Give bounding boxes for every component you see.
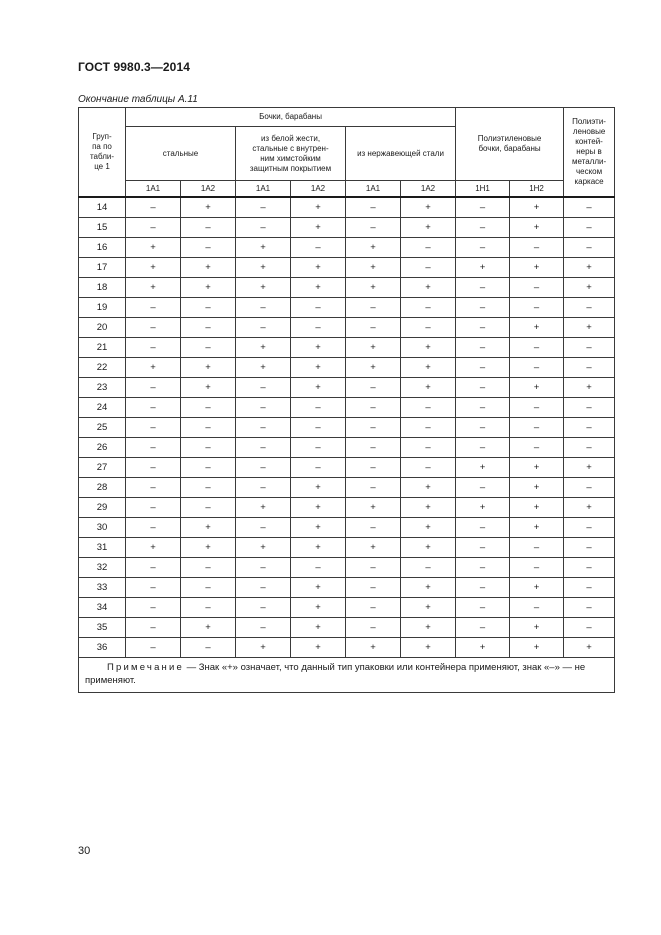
group-number-cell: 27 (79, 458, 126, 478)
value-cell: – (564, 558, 615, 578)
code-cell: 1А2 (181, 181, 236, 198)
containers-header: Полиэти- леновые контей- неры в металли- ческом каркасе (564, 108, 615, 198)
value-cell: + (564, 318, 615, 338)
value-cell: – (346, 438, 401, 458)
document-header: ГОСТ 9980.3—2014 (78, 60, 191, 74)
page-number: 30 (78, 845, 91, 857)
value-cell: + (564, 258, 615, 278)
value-cell: – (564, 418, 615, 438)
value-cell: + (236, 258, 291, 278)
group-number-cell: 31 (79, 538, 126, 558)
value-cell: – (181, 558, 236, 578)
value-cell: – (456, 418, 510, 438)
value-cell: – (126, 197, 181, 218)
table-row (79, 398, 615, 418)
value-cell: – (456, 518, 510, 538)
value-cell: – (564, 197, 615, 218)
value-cell: – (126, 558, 181, 578)
value-cell: – (236, 598, 291, 618)
table-row (79, 258, 615, 278)
table-row (79, 418, 615, 438)
value-cell: + (401, 618, 456, 638)
group-number-cell: 16 (79, 238, 126, 258)
value-cell: – (181, 478, 236, 498)
table-row (79, 197, 615, 218)
value-cell: – (181, 578, 236, 598)
value-cell: – (456, 318, 510, 338)
group-header: Груп- па по табли- це 1 (79, 108, 126, 198)
value-cell: + (401, 378, 456, 398)
value-cell: – (181, 398, 236, 418)
value-cell: – (181, 318, 236, 338)
value-cell: – (126, 638, 181, 658)
group-number-cell: 20 (79, 318, 126, 338)
value-cell: + (401, 598, 456, 618)
value-cell: – (346, 598, 401, 618)
table-header (79, 108, 615, 198)
value-cell: – (456, 398, 510, 418)
value-cell: – (456, 197, 510, 218)
value-cell: – (456, 278, 510, 298)
group-number-cell: 26 (79, 438, 126, 458)
value-cell: – (346, 458, 401, 478)
steel-header: стальные (126, 127, 236, 181)
value-cell: + (126, 258, 181, 278)
value-cell: + (510, 638, 564, 658)
value-cell: – (564, 218, 615, 238)
barrels-header: Бочки, барабаны (126, 108, 456, 127)
value-cell: + (291, 278, 346, 298)
group-number-cell: 30 (79, 518, 126, 538)
value-cell: + (346, 278, 401, 298)
value-cell: + (181, 618, 236, 638)
table-row (79, 558, 615, 578)
group-number-cell: 18 (79, 278, 126, 298)
value-cell: – (564, 238, 615, 258)
group-number-cell: 24 (79, 398, 126, 418)
group-number-cell: 17 (79, 258, 126, 278)
group-number-cell: 14 (79, 197, 126, 218)
group-number-cell: 29 (79, 498, 126, 518)
value-cell: + (291, 578, 346, 598)
value-cell: – (346, 518, 401, 538)
value-cell: – (564, 618, 615, 638)
value-cell: – (564, 538, 615, 558)
value-cell: + (126, 278, 181, 298)
value-cell: + (346, 238, 401, 258)
value-cell: – (564, 518, 615, 538)
value-cell: + (291, 197, 346, 218)
value-cell: – (564, 598, 615, 618)
value-cell: – (564, 298, 615, 318)
group-number-cell: 34 (79, 598, 126, 618)
value-cell: + (401, 638, 456, 658)
value-cell: – (564, 478, 615, 498)
value-cell: + (401, 498, 456, 518)
value-cell: + (401, 578, 456, 598)
table-row (79, 458, 615, 478)
value-cell: + (291, 338, 346, 358)
value-cell: – (126, 318, 181, 338)
value-cell: – (564, 338, 615, 358)
table-row (79, 478, 615, 498)
value-cell: – (456, 238, 510, 258)
value-cell: – (346, 478, 401, 498)
code-cell: 1А1 (236, 181, 291, 198)
value-cell: – (181, 218, 236, 238)
value-cell: – (126, 378, 181, 398)
value-cell: – (510, 398, 564, 418)
value-cell: + (291, 358, 346, 378)
value-cell: – (456, 218, 510, 238)
value-cell: + (291, 258, 346, 278)
value-cell: – (291, 558, 346, 578)
value-cell: + (401, 218, 456, 238)
value-cell: + (181, 378, 236, 398)
value-cell: – (181, 418, 236, 438)
value-cell: – (236, 318, 291, 338)
group-number-cell: 25 (79, 418, 126, 438)
value-cell: – (456, 438, 510, 458)
value-cell: – (346, 318, 401, 338)
code-cell: 1Н1 (456, 181, 510, 198)
value-cell: – (346, 418, 401, 438)
value-cell: + (346, 338, 401, 358)
code-cell: 1Н2 (510, 181, 564, 198)
value-cell: + (510, 498, 564, 518)
value-cell: + (510, 518, 564, 538)
value-cell: + (346, 538, 401, 558)
table-row (79, 618, 615, 638)
value-cell: + (510, 258, 564, 278)
value-cell: – (401, 438, 456, 458)
value-cell: – (236, 418, 291, 438)
value-cell: – (510, 558, 564, 578)
table-row (79, 358, 615, 378)
value-cell: – (456, 618, 510, 638)
table-caption: Окончание таблицы А.11 (78, 94, 198, 105)
group-number-cell: 21 (79, 338, 126, 358)
value-cell: + (401, 538, 456, 558)
value-cell: – (236, 618, 291, 638)
value-cell: + (510, 378, 564, 398)
group-number-cell: 33 (79, 578, 126, 598)
table-row (79, 238, 615, 258)
group-number-cell: 23 (79, 378, 126, 398)
value-cell: – (564, 438, 615, 458)
value-cell: – (236, 298, 291, 318)
value-cell: + (346, 498, 401, 518)
value-cell: + (564, 378, 615, 398)
value-cell: – (236, 558, 291, 578)
value-cell: – (401, 318, 456, 338)
value-cell: + (236, 498, 291, 518)
value-cell: – (401, 398, 456, 418)
value-cell: – (291, 318, 346, 338)
value-cell: – (346, 558, 401, 578)
value-cell: – (510, 358, 564, 378)
table-row (79, 438, 615, 458)
value-cell: – (346, 398, 401, 418)
value-cell: – (510, 418, 564, 438)
value-cell: – (236, 378, 291, 398)
value-cell: – (126, 338, 181, 358)
value-cell: + (510, 618, 564, 638)
value-cell: – (236, 197, 291, 218)
value-cell: – (291, 298, 346, 318)
value-cell: + (291, 218, 346, 238)
value-cell: – (181, 458, 236, 478)
group-number-cell: 28 (79, 478, 126, 498)
value-cell: – (346, 578, 401, 598)
value-cell: + (181, 358, 236, 378)
value-cell: + (564, 278, 615, 298)
value-cell: + (236, 638, 291, 658)
value-cell: – (126, 478, 181, 498)
value-cell: – (181, 238, 236, 258)
value-cell: + (181, 278, 236, 298)
table-row (79, 278, 615, 298)
value-cell: + (456, 258, 510, 278)
value-cell: – (510, 598, 564, 618)
table-row (79, 518, 615, 538)
value-cell: + (510, 578, 564, 598)
value-cell: + (456, 458, 510, 478)
value-cell: – (236, 438, 291, 458)
value-cell: + (291, 518, 346, 538)
note-label: Примечание (107, 662, 184, 673)
value-cell: + (181, 258, 236, 278)
value-cell: + (346, 258, 401, 278)
value-cell: – (510, 298, 564, 318)
value-cell: – (456, 578, 510, 598)
value-cell: + (291, 598, 346, 618)
value-cell: – (126, 438, 181, 458)
value-cell: + (401, 478, 456, 498)
value-cell: + (126, 238, 181, 258)
value-cell: + (291, 638, 346, 658)
value-cell: – (564, 358, 615, 378)
value-cell: + (291, 498, 346, 518)
value-cell: – (181, 498, 236, 518)
table-row (79, 218, 615, 238)
value-cell: – (401, 458, 456, 478)
group-number-cell: 35 (79, 618, 126, 638)
value-cell: + (510, 318, 564, 338)
value-cell: – (126, 498, 181, 518)
tinplate-header: из белой жести, стальные с внутрен- ним химстойким защитным покрытием (236, 127, 346, 181)
value-cell: – (401, 558, 456, 578)
value-cell: + (236, 538, 291, 558)
value-cell: – (456, 478, 510, 498)
value-cell: + (510, 458, 564, 478)
value-cell: – (401, 238, 456, 258)
code-cell: 1А1 (126, 181, 181, 198)
value-cell: – (564, 578, 615, 598)
value-cell: – (291, 438, 346, 458)
group-number-cell: 36 (79, 638, 126, 658)
value-cell: + (291, 618, 346, 638)
value-cell: – (510, 238, 564, 258)
value-cell: – (401, 258, 456, 278)
value-cell: – (126, 418, 181, 438)
value-cell: – (236, 398, 291, 418)
value-cell: + (564, 638, 615, 658)
value-cell: – (126, 618, 181, 638)
value-cell: + (291, 378, 346, 398)
value-cell: – (236, 518, 291, 538)
code-row (79, 181, 615, 198)
value-cell: + (564, 458, 615, 478)
code-cell: 1А2 (291, 181, 346, 198)
value-cell: – (456, 598, 510, 618)
value-cell: + (401, 358, 456, 378)
value-cell: + (401, 278, 456, 298)
value-cell: – (236, 478, 291, 498)
value-cell: – (510, 278, 564, 298)
value-cell: + (510, 197, 564, 218)
value-cell: – (126, 458, 181, 478)
value-cell: – (181, 338, 236, 358)
value-cell: – (456, 298, 510, 318)
stainless-header: из нержавеющей стали (346, 127, 456, 181)
value-cell: – (291, 398, 346, 418)
table-row (79, 498, 615, 518)
value-cell: – (346, 298, 401, 318)
code-cell: 1А1 (346, 181, 401, 198)
value-cell: + (346, 638, 401, 658)
group-number-cell: 32 (79, 558, 126, 578)
value-cell: – (236, 218, 291, 238)
table-row (79, 298, 615, 318)
value-cell: + (236, 338, 291, 358)
value-cell: – (126, 518, 181, 538)
group-number-cell: 15 (79, 218, 126, 238)
value-cell: – (126, 298, 181, 318)
value-cell: + (291, 538, 346, 558)
value-cell: + (401, 197, 456, 218)
value-cell: + (236, 358, 291, 378)
value-cell: – (126, 218, 181, 238)
value-cell: + (510, 218, 564, 238)
value-cell: – (346, 618, 401, 638)
value-cell: – (236, 578, 291, 598)
value-cell: – (126, 598, 181, 618)
table-row (79, 538, 615, 558)
value-cell: – (456, 338, 510, 358)
value-cell: + (456, 638, 510, 658)
value-cell: – (346, 218, 401, 238)
table-row (79, 598, 615, 618)
value-cell: – (401, 418, 456, 438)
value-cell: + (126, 358, 181, 378)
value-cell: – (181, 298, 236, 318)
value-cell: + (181, 538, 236, 558)
value-cell: – (181, 638, 236, 658)
value-cell: – (564, 398, 615, 418)
value-cell: – (346, 378, 401, 398)
group-number-cell: 22 (79, 358, 126, 378)
value-cell: – (181, 438, 236, 458)
value-cell: – (456, 378, 510, 398)
table-note (79, 658, 615, 693)
value-cell: + (346, 358, 401, 378)
compatibility-table (78, 107, 615, 693)
value-cell: + (564, 498, 615, 518)
value-cell: – (126, 398, 181, 418)
value-cell: – (236, 458, 291, 478)
table-row (79, 378, 615, 398)
value-cell: – (456, 538, 510, 558)
table-row (79, 638, 615, 658)
value-cell: + (510, 478, 564, 498)
code-cell: 1А2 (401, 181, 456, 198)
group-number-cell: 19 (79, 298, 126, 318)
value-cell: + (291, 478, 346, 498)
table-row (79, 338, 615, 358)
value-cell: – (510, 438, 564, 458)
value-cell: – (291, 418, 346, 438)
value-cell: – (291, 458, 346, 478)
value-cell: – (401, 298, 456, 318)
value-cell: – (510, 338, 564, 358)
table-body (79, 197, 615, 658)
value-cell: + (236, 238, 291, 258)
value-cell: – (456, 358, 510, 378)
value-cell: – (181, 598, 236, 618)
value-cell: + (401, 518, 456, 538)
value-cell: + (126, 538, 181, 558)
value-cell: + (401, 338, 456, 358)
polyethylene-header: Полиэтиленовые бочки, барабаны (456, 108, 564, 181)
value-cell: + (456, 498, 510, 518)
table-row (79, 318, 615, 338)
value-cell: – (346, 197, 401, 218)
value-cell: – (510, 538, 564, 558)
note-text: — Знак «+» означает, что данный тип упаковки или контейнера применяют, знак «–» — не применяют. (85, 662, 586, 686)
value-cell: – (291, 238, 346, 258)
value-cell: + (236, 278, 291, 298)
value-cell: + (181, 197, 236, 218)
value-cell: – (126, 578, 181, 598)
value-cell: – (456, 558, 510, 578)
table-row (79, 578, 615, 598)
value-cell: + (181, 518, 236, 538)
